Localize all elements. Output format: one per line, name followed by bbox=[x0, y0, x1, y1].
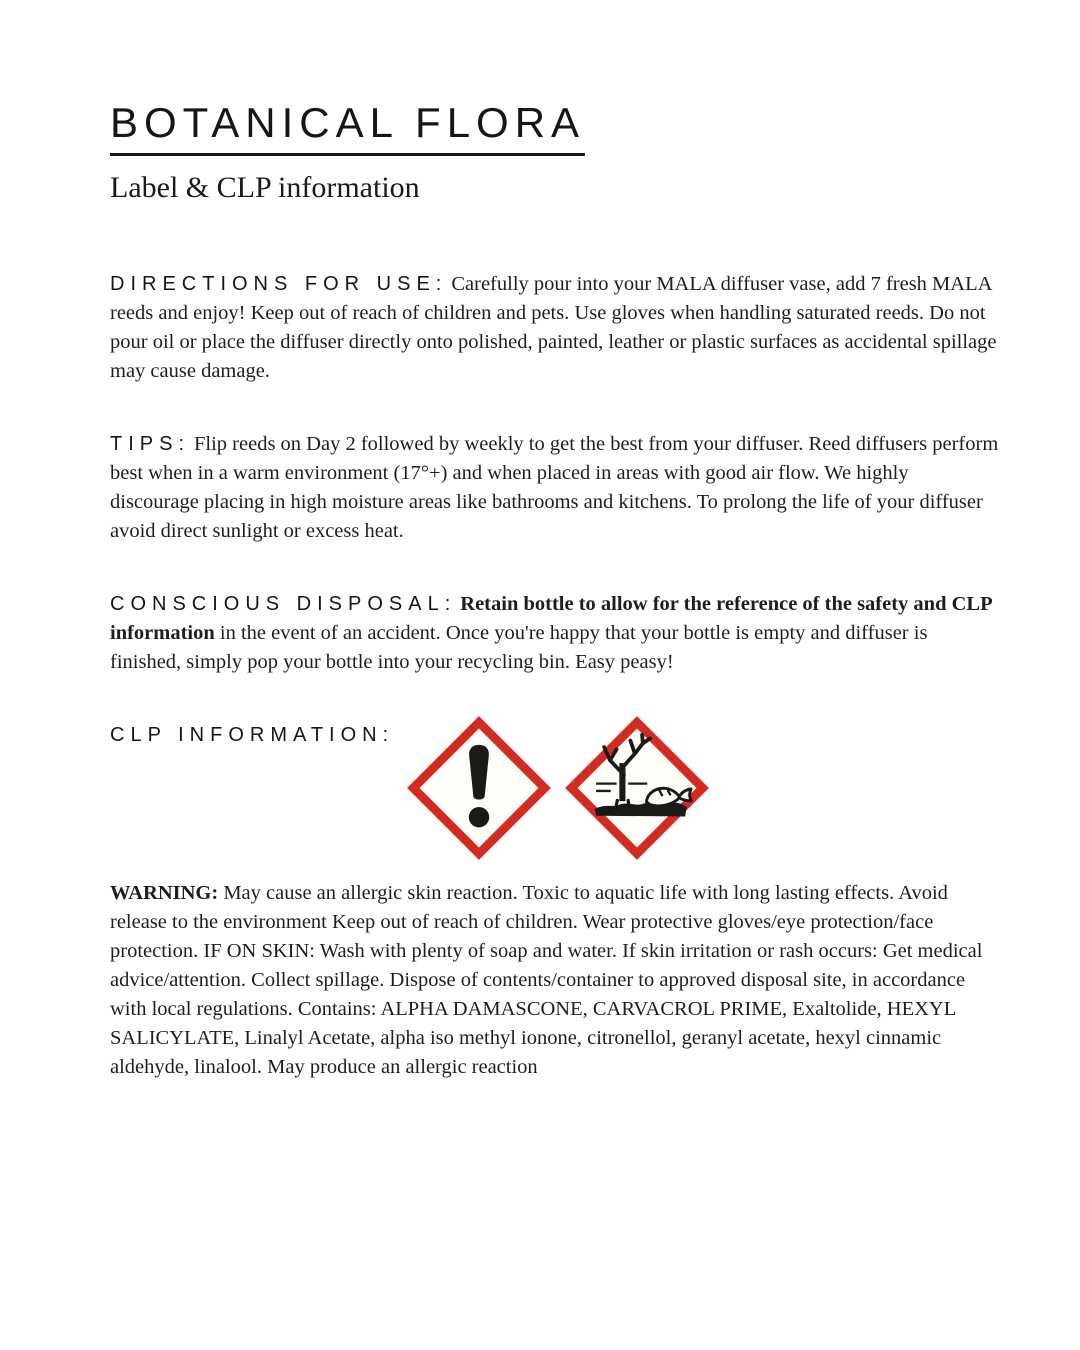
page-subtitle: Label & CLP information bbox=[110, 171, 420, 205]
clp-section bbox=[110, 715, 1080, 861]
warning-section bbox=[110, 879, 1000, 1082]
tips-heading: TIPS: bbox=[110, 433, 191, 456]
disposal-text: in the event of an accident. Once you're happy that your bottle is empty and diffuser is finished, simply pop your bottle into your recycling bin. Easy peasy! bbox=[110, 622, 928, 674]
clp-heading: CLP INFORMATION: bbox=[110, 724, 395, 747]
page-title bbox=[110, 101, 1080, 156]
tips-text: Flip reeds on Day 2 followed by weekly to get the best from your diffuser. Reed diffusers perform best when in a warm environment (17°+) and when placed in areas with good air flow. We highly discourage placing in high moisture areas like bathrooms and kitchens. To prolong the life of your diffuser avoid direct sunlight or excess heat. bbox=[110, 433, 999, 543]
header bbox=[0, 0, 1080, 206]
disposal-emphasis-text: Retain bottle to allow for the reference of the safety and CLP information bbox=[110, 593, 992, 645]
warning-label: WARNING: bbox=[110, 882, 219, 905]
directions-text: Carefully pour into your MALA diffuser vase, add 7 fresh MALA reeds and enjoy! Keep out of reach of children and pets. Use gloves when handling saturated reeds. Do not pour oil or place the diffuser directly onto polished, painted, leather or plastic surfaces as accidental spillage may cause damage. bbox=[110, 273, 997, 383]
tips-section bbox=[110, 430, 1000, 546]
disposal-heading: CONSCIOUS DISPOSAL: bbox=[110, 593, 457, 616]
directions-section bbox=[110, 270, 1000, 386]
disposal-section bbox=[110, 590, 1000, 677]
exclamation-hazard-icon bbox=[406, 715, 552, 861]
brand-name: BOTANICAL FLORA bbox=[110, 101, 585, 156]
warning-text: May cause an allergic skin reaction. Toxic to aquatic life with long lasting effects. Avoid release to the environment Keep out of reach of children. Wear protective gloves/eye protection/face protection. IF ON SKIN: Wash with plenty of soap and water. If skin irritation or rash occurs: Get medical advice/attention. Collect spillage. Dispose of contents/container to approved disposal site, in accordance with local regulations. Contains: ALPHA DAMASCONE, CARVACROL PRIME, Exaltolide, HEXYL SALICYLATE, Linalyl Acetate, alpha iso methyl ionone, citronellol, geranyl acetate, hexyl cinnamic aldehyde, linalool. May produce an allergic reaction bbox=[110, 882, 983, 1079]
environmental-hazard-icon bbox=[564, 715, 710, 861]
directions-heading: DIRECTIONS FOR USE: bbox=[110, 273, 448, 296]
